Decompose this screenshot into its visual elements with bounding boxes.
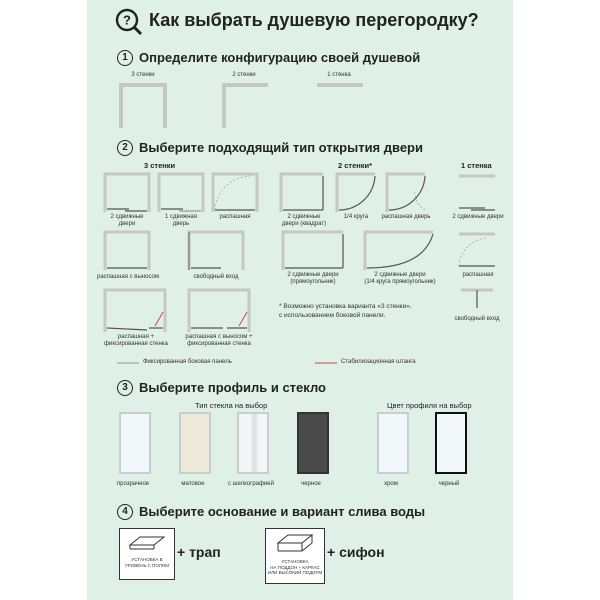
door-two-sliding-square-icon	[279, 172, 325, 212]
glass-matte-swatch	[179, 412, 211, 474]
profile-label: черный	[438, 481, 460, 487]
step-number: 1	[117, 50, 133, 66]
door-swing-offset-fixed-icon	[187, 288, 251, 332]
door-type-label: распашная + фиксированная стенка	[104, 334, 168, 347]
siphon-label: + сифон	[327, 544, 385, 560]
tray-option-card	[265, 528, 325, 584]
config-two-walls-icon	[221, 82, 271, 128]
config-label: 1 стенка	[327, 72, 351, 78]
drain-label: + трап	[177, 544, 221, 560]
step2-heading: Выберите подходящий тип открытия двери	[139, 140, 423, 155]
legend-stabilizer-line	[315, 362, 337, 364]
glass-label: матовое	[181, 481, 205, 487]
door-type-label: распашная с выносом	[97, 274, 159, 280]
door-type-label: свободный вход	[454, 316, 500, 322]
step3-heading: Выберите профиль и стекло	[139, 380, 326, 395]
svg-text:?: ?	[123, 12, 131, 28]
profile-label: хром	[384, 481, 398, 487]
door-type-label: свободный вход	[193, 274, 239, 280]
config-label: 3 стенки	[131, 72, 155, 78]
profile-black-swatch	[435, 412, 467, 474]
config-label: 2 стенки	[232, 72, 256, 78]
door-swing-icon	[211, 172, 259, 212]
door-type-label: 2 сдвижные двери (1/4 круга прямоугольник)	[364, 272, 436, 285]
door-one-wall-sliding-icon	[457, 174, 497, 212]
glass-black-swatch	[297, 412, 329, 474]
door-swing-door-icon	[385, 172, 427, 212]
legend-fixed-panel-line	[117, 362, 139, 364]
floor-level-option-card	[119, 528, 175, 580]
tray-caption: УСТАНОВКА НА ПОДДОН + КАРКАС ИЛИ ВЫСОКИЙ ПОДИУМ	[267, 559, 323, 575]
glass-label: черное	[301, 481, 321, 487]
legend-label: Фиксированная боковая панель	[143, 359, 232, 365]
door-type-label: 1/4 круга	[343, 214, 369, 220]
config-one-wall-icon	[317, 82, 363, 92]
legend-label: Стабилизационная штанга	[341, 359, 416, 365]
door-type-label: 2 сдвижные двери (прямоугольник)	[287, 272, 339, 285]
profile-chrome-swatch	[377, 412, 409, 474]
floor-level-icon	[126, 535, 168, 551]
config-three-walls-icon	[118, 82, 168, 128]
tray-icon	[274, 533, 316, 555]
group-label: 1 стенка	[461, 161, 492, 170]
door-one-wall-swing-icon	[457, 232, 497, 270]
door-swing-offset-icon	[103, 230, 151, 270]
profile-title: Цвет профиля на выбор	[387, 401, 472, 410]
door-swing-fixed-icon	[103, 288, 167, 332]
page-title: Как выбрать душевую перегородку?	[149, 10, 479, 30]
group-label: 3 стенки	[144, 161, 176, 170]
door-type-label: 2 сдвижные двери	[452, 214, 504, 220]
glass-title: Тип стекла на выбор	[195, 401, 268, 410]
door-type-label: распашная	[462, 272, 494, 278]
door-quarter-circle-icon	[335, 172, 377, 212]
door-free-entry-icon	[187, 230, 245, 270]
door-type-label: распашная	[219, 214, 251, 220]
door-one-wall-free-icon	[459, 288, 495, 312]
group-label: 2 стенки*	[338, 161, 373, 170]
step-number: 2	[117, 140, 133, 156]
glass-label: с шелкографией	[228, 481, 274, 487]
floor-level-caption: УСТАНОВКА В УРОВЕНЬ С ПОЛОМ	[124, 557, 170, 568]
glass-label: прозрачное	[116, 481, 150, 487]
instruction-sheet	[87, 0, 513, 600]
footnote: * Возможно установка варианта «3 стенки», с использованием боковой панели.	[279, 303, 412, 319]
door-type-label: распашная с выносом + фиксированная стенка	[185, 334, 253, 347]
glass-clear-swatch	[119, 412, 151, 474]
door-two-sliding-rect-icon	[281, 230, 345, 270]
step4-heading: Выберите основание и вариант слива воды	[139, 504, 426, 519]
door-type-label: распашная дверь	[381, 214, 431, 220]
step1-heading: Определите конфигурацию своей душевой	[139, 50, 421, 65]
door-two-sliding-quarter-rect-icon	[363, 230, 435, 270]
door-type-label: 1 сдвижная дверь	[165, 214, 197, 227]
door-type-label: 2 сдвижные двери	[110, 214, 144, 227]
door-one-sliding-icon	[157, 172, 205, 212]
question-magnifier-icon	[115, 8, 143, 36]
door-two-sliding-icon	[103, 172, 151, 212]
step-number: 4	[117, 504, 133, 520]
glass-silkscreen-swatch	[237, 412, 269, 474]
door-type-label: 2 сдвижные двери (квадрат)	[281, 214, 327, 227]
step-number: 3	[117, 380, 133, 396]
